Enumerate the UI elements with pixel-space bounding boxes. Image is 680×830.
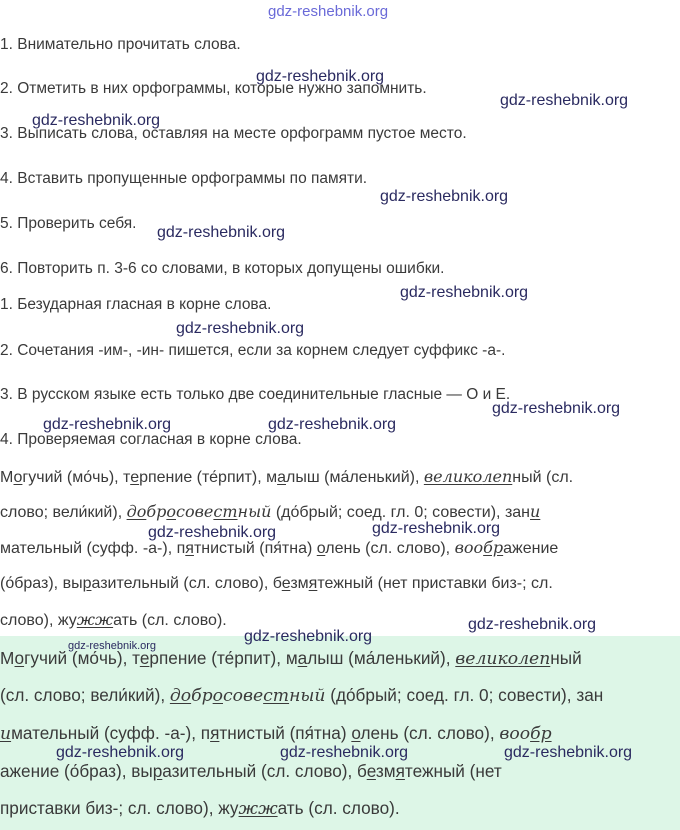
rule-3: 3. В русском языке есть только две соединительные гласные — О и Е. bbox=[0, 386, 511, 403]
watermark: gdz-reshebnik.org bbox=[32, 112, 161, 129]
step-5: 5. Проверить себя. bbox=[0, 215, 137, 232]
watermark: gdz-reshebnik.org bbox=[176, 320, 305, 337]
watermark: gdz-reshebnik.org bbox=[280, 744, 409, 761]
watermark: gdz-reshebnik.org bbox=[500, 92, 629, 109]
highlight-line-3: имательный (суфф. -а-), пятнистый (пя́тна) олень (сл. слово), вообр bbox=[0, 723, 552, 744]
step-2: 2. Отметить в них орфограммы, которые нужно запомнить. bbox=[0, 80, 427, 97]
watermark: gdz-reshebnik.org bbox=[157, 224, 286, 241]
watermark-top: gdz-reshebnik.org bbox=[268, 3, 389, 20]
step-3: 3. Выписать слова, оставляя на месте орфограмм пустое место. bbox=[0, 125, 467, 142]
rule-2: 2. Сочетания -им-, -ин- пишется, если за корнем следует суффикс -а-. bbox=[0, 342, 506, 359]
watermark: gdz-reshebnik.org bbox=[244, 628, 373, 645]
highlighted-answer-block bbox=[0, 636, 680, 830]
rule-1: 1. Безударная гласная в корне слова. bbox=[0, 296, 272, 313]
step-4: 4. Вставить пропущенные орфограммы по памяти. bbox=[0, 170, 368, 187]
watermark: gdz-reshebnik.org bbox=[492, 400, 621, 417]
watermark: gdz-reshebnik.org bbox=[400, 284, 529, 301]
watermark: gdz-reshebnik.org bbox=[56, 744, 185, 761]
watermark: gdz-reshebnik.org bbox=[268, 416, 397, 433]
highlight-line-4: ажение (о́браз), выразительный (сл. слово), безмятежный (нет bbox=[0, 761, 502, 781]
rule-4: 4. Проверяемая согласная в корне слова. bbox=[0, 431, 302, 448]
example-line-3: мательный (суфф. -а-), пятнистый (пя́тна) олень (сл. слово), воображение bbox=[0, 538, 559, 557]
step-6: 6. Повторить п. 3-6 со словами, в которых допущены ошибки. bbox=[0, 260, 445, 277]
example-line-2: слово; вели́кий), добросовестный (до́брый; соед. гл. 0; совести), зани bbox=[0, 502, 541, 521]
highlight-line-2: (сл. слово; вели́кий), добросовестный (до́брый; соед. гл. 0; совести), зан bbox=[0, 685, 604, 706]
watermark: gdz-reshebnik.org bbox=[256, 68, 385, 85]
example-line-1: Могучий (мо́чь), терпение (те́рпит), малыш (ма́ленький), великолепный (сл. bbox=[0, 467, 574, 486]
watermark: gdz-reshebnik.org bbox=[468, 616, 597, 633]
highlight-line-5: приставки биз-; сл. слово), жужжать (сл. слово). bbox=[0, 798, 400, 819]
example-line-5: слово), жужжать (сл. слово). bbox=[0, 610, 227, 629]
highlight-line-1: Могучий (мо́чь), терпение (те́рпит), малыш (ма́ленький), великолепный bbox=[0, 648, 582, 669]
watermark: gdz-reshebnik.org bbox=[43, 416, 172, 433]
watermark: gdz-reshebnik.org bbox=[504, 744, 633, 761]
step-1: 1. Внимательно прочитать слова. bbox=[0, 36, 241, 53]
watermark: gdz-reshebnik.org bbox=[372, 520, 501, 537]
watermark: gdz-reshebnik.org bbox=[148, 524, 277, 541]
watermark-small: gdz-reshebnik.org bbox=[68, 640, 157, 652]
example-line-4: (о́браз), выразительный (сл. слово), безмятежный (нет приставки биз-; сл. bbox=[0, 575, 553, 592]
watermark: gdz-reshebnik.org bbox=[380, 188, 509, 205]
